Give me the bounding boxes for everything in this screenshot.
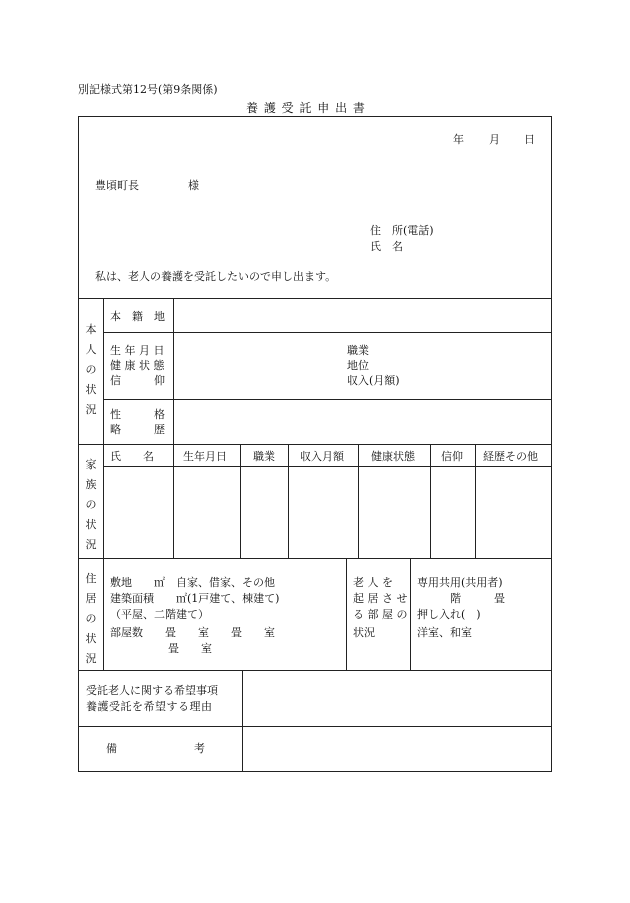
health-label: 健 康 状 態 (110, 359, 165, 372)
divider-family-col5 (430, 444, 431, 558)
income-label: 収入(月額) (347, 374, 400, 387)
residence-rooms: 部屋数 畳 室 畳 室 (110, 626, 275, 639)
family-col-birth-date: 生年月日 (183, 450, 227, 463)
date-day: 日 (524, 133, 535, 146)
history-label: 略 歴 (110, 423, 165, 436)
divider-family-section (78, 444, 552, 445)
registered-domicile-label: 本 籍 地 (110, 310, 165, 323)
divider-remarks-section (78, 726, 552, 727)
date-month: 月 (489, 133, 500, 146)
room-type: 洋室、和室 (417, 626, 472, 639)
position-label: 地位 (347, 359, 369, 372)
religion-label: 信 仰 (110, 374, 165, 387)
name-label: 氏 名 (370, 240, 403, 253)
address-label: 住 所(電話) (370, 224, 434, 237)
document-title: 養 護 受 託 申 出 書 (246, 101, 366, 115)
divider-wish-section (78, 670, 552, 671)
wish-label-1: 受託老人に関する希望事項 (86, 684, 218, 697)
family-col-career: 経歴その他 (483, 450, 538, 463)
remarks-label: 備 考 (106, 742, 205, 755)
divider-family-col4 (358, 444, 359, 558)
room-use: 専用共用(共用者) (417, 576, 503, 589)
addressee: 豊頃町長 (95, 179, 139, 192)
divider-family-col6 (475, 444, 476, 558)
divider-family-col1 (173, 444, 174, 558)
family-col-religion: 信仰 (441, 450, 463, 463)
family-col-name: 氏 名 (110, 450, 154, 463)
form-number: 別記様式第12号(第9条関係) (78, 83, 218, 96)
birth-date-label: 生 年 月 日 (110, 344, 165, 357)
divider-family-col2 (240, 444, 241, 558)
divider-residence-col1 (346, 558, 347, 670)
divider-self-label (173, 298, 174, 444)
room-floor: 階 畳 (450, 592, 505, 605)
self-section-heading: 本 人 の 状 況 (85, 323, 97, 416)
residence-storeys: （平屋、二階建て） (110, 608, 209, 621)
divider-family-header (103, 466, 552, 467)
elder-room-label-1: 老 人 を (353, 576, 393, 589)
divider-top-section (78, 298, 552, 299)
divider-residence-section (78, 558, 552, 559)
elder-room-label-2: 起 居 さ せ (353, 592, 408, 605)
family-col-income: 収入月額 (300, 450, 344, 463)
elder-room-label-3: る 部 屋 の (353, 608, 408, 621)
character-label: 性 格 (110, 408, 165, 421)
honorific: 様 (188, 179, 199, 192)
application-statement: 私は、老人の養護を受託したいので申し出ます。 (95, 270, 337, 283)
occupation-label: 職業 (347, 344, 369, 357)
divider-residence-col2 (410, 558, 411, 670)
divider-left-heading (103, 298, 104, 670)
date-year: 年 (453, 133, 464, 146)
wish-label-2: 養護受託を希望する理由 (86, 700, 213, 713)
family-section-heading: 家 族 の 状 況 (85, 458, 97, 551)
residence-land: 敷地 ㎡ 自家、借家、その他 (110, 576, 275, 589)
elder-room-label-4: 状況 (353, 626, 375, 639)
divider-self-row1 (103, 332, 552, 333)
residence-rooms-second: 畳 室 (168, 642, 212, 655)
divider-wish-label (242, 670, 243, 772)
room-closet: 押し入れ( ) (417, 608, 481, 621)
divider-self-row2 (103, 399, 552, 400)
family-col-occupation: 職業 (253, 450, 275, 463)
divider-family-col3 (288, 444, 289, 558)
family-col-health: 健康状態 (371, 450, 415, 463)
residence-building: 建築面積 ㎡(1戸建て、棟建て) (110, 592, 280, 605)
residence-section-heading: 住 居 の 状 況 (85, 572, 97, 665)
